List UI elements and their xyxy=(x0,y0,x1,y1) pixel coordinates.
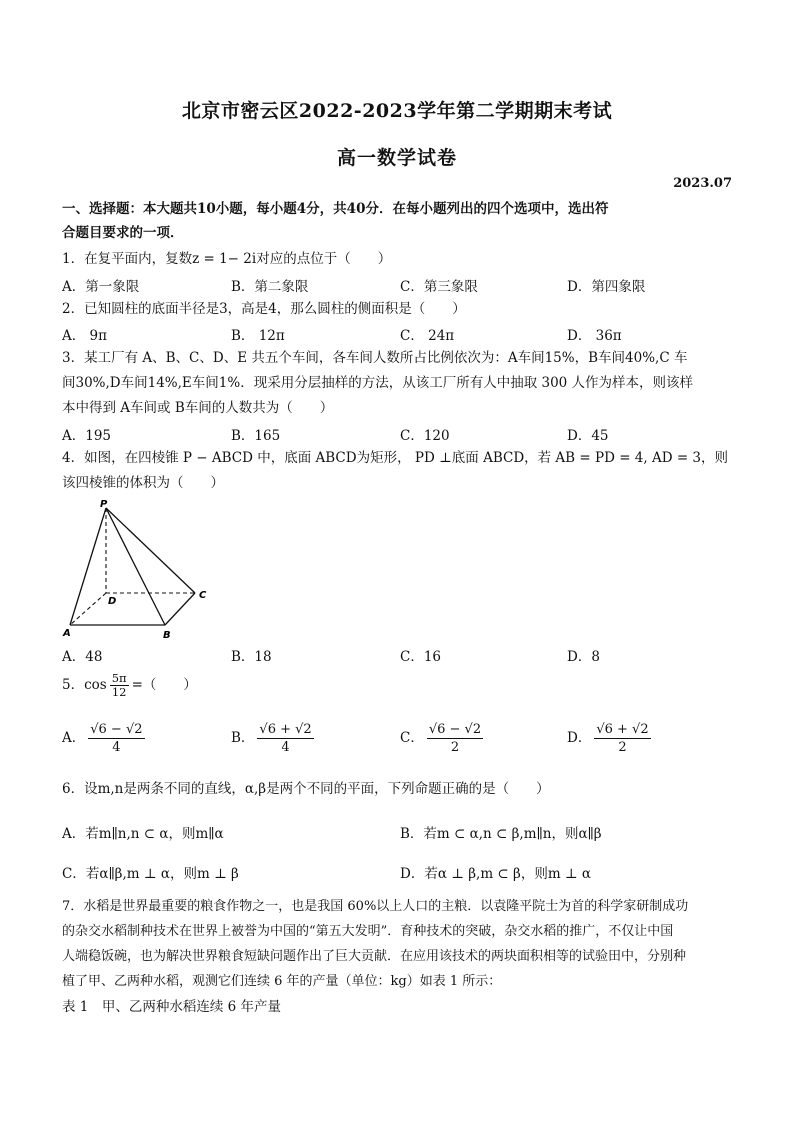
q1-option-b: B．第二象限 xyxy=(231,279,309,295)
q3-stem-line2: 间30%,D车间14%,E车间1%．现采用分层抽样的方法，从该工厂所有人中抽取 300 人作为样本，则该样 xyxy=(62,375,694,391)
label-a: A xyxy=(63,628,71,639)
q7-stem-line4: 植了甲、乙两种水稻，观测它们连续 6 年的产量（单位：kg）如表 1 所示： xyxy=(62,974,502,989)
q6-option-a: A．若m∥n,n ⊂ α，则m∥α xyxy=(62,826,224,842)
q2-stem: 2．已知圆柱的底面半径是3，高是4，那么圆柱的侧面积是（ ） xyxy=(62,301,466,317)
q5-option-a: A． $\frac{√6 - √2}{4}$ xyxy=(62,722,143,755)
q6-stem: 6．设m,n是两条不同的直线，α,β是两个不同的平面，下列命题正确的是（ ） xyxy=(62,781,550,797)
q7-table-caption: 表 1 甲、乙两种水稻连续 6 年产量 xyxy=(62,999,282,1015)
q4-stem-line1: 4．如图，在四棱锥 P − ABCD 中，底面 ABCD为矩形， PD ⊥底面 ABCD，若 AB = PD = 4, AD = 3，则 xyxy=(62,450,729,466)
q2-option-c: C． 24π xyxy=(400,328,455,344)
q3-option-a: A．195 xyxy=(62,428,112,444)
exam-date: 2023.07 xyxy=(673,176,732,191)
q3-stem-line3: 本中得到 A车间或 B车间的人数共为（ ） xyxy=(62,400,334,416)
q1-option-d: D．第四象限 xyxy=(567,279,646,295)
q5-fraction xyxy=(110,672,129,699)
q4-option-b: B．18 xyxy=(231,649,272,665)
q5-options xyxy=(62,718,734,758)
q6-option-c: C．若α∥β,m ⊥ α，则m ⊥ β xyxy=(62,866,239,882)
q5-suffix: =（ ） xyxy=(131,677,197,693)
q6-options-row2 xyxy=(62,862,734,880)
q6-options-row1 xyxy=(62,822,734,840)
label-b: B xyxy=(163,630,171,641)
q6-option-b: B．若m ⊂ α,n ⊂ β,m∥n，则α∥β xyxy=(400,826,602,842)
q5-option-b: B． $\frac{√6 + √2}{4}$ xyxy=(231,722,312,755)
edge-pb xyxy=(106,508,165,625)
q7-stem-line1: 7．水稻是世界最重要的粮食作物之一，也是我国 60%以上人口的主粮．以袁隆平院士为首的科学家研制成功 xyxy=(62,899,689,914)
q3-stem-line1: 3．某工厂有 A、B、C、D、E 共五个车间，各车间人数所占比例依次为：A车间15%，B车间40%,C 车 xyxy=(62,350,688,366)
q1-option-c: C．第三象限 xyxy=(400,279,478,295)
q3-option-c: C．120 xyxy=(400,428,450,444)
q5-stem xyxy=(62,667,734,703)
q4-option-d: D．8 xyxy=(567,649,600,665)
q2-option-b: B． 12π xyxy=(231,328,285,344)
q1-options xyxy=(62,275,734,293)
edge-pc xyxy=(106,508,195,593)
q2-option-a: A． 9π xyxy=(62,328,108,344)
section-header-line1: 一、选择题：本大题共10小题，每小题4分，共40分．在每小题列出的四个选项中，选出符 xyxy=(62,201,609,217)
q7-stem-line2: 的杂交水稻制种技术在世界上被誉为中国的“第五大发明”．育种技术的突破，杂交水稻的推广，不仅让中国 xyxy=(62,924,674,939)
label-c: C xyxy=(199,590,207,601)
q3-options xyxy=(62,424,734,442)
q1-stem: 1．在复平面内，复数z = 1− 2i对应的点位于（ ） xyxy=(62,251,392,267)
q5-frac-num: 5π xyxy=(111,671,127,685)
section-header-line2: 合题目要求的一项． xyxy=(62,225,184,241)
q3-option-b: B．165 xyxy=(231,428,281,444)
exam-subtitle: 高一数学试卷 xyxy=(336,147,457,169)
q2-options xyxy=(62,324,734,342)
q5-option-d: D． $\frac{√6 + √2}{2}$ xyxy=(567,722,649,755)
label-d: D xyxy=(108,596,117,607)
edge-bc xyxy=(165,593,195,625)
label-p: P xyxy=(100,499,108,510)
q5-prefix: 5．cos xyxy=(62,677,107,693)
q3-option-d: D．45 xyxy=(567,428,609,444)
q4-option-c: C．16 xyxy=(400,649,442,665)
q4-options xyxy=(62,645,734,663)
q2-option-d: D． 36π xyxy=(567,328,622,344)
q6-option-d: D．若α ⊥ β,m ⊂ β，则m ⊥ α xyxy=(400,866,592,882)
edge-pa xyxy=(70,508,106,625)
q5-frac-den: 12 xyxy=(111,685,127,699)
q1-option-a: A．第一象限 xyxy=(62,279,140,295)
q7-stem-line3: 人端稳饭碗，也为解决世界粮食短缺问题作出了巨大贡献．在应用该技术的两块面积相等的试验田中，分别种 xyxy=(62,949,687,964)
pyramid-figure xyxy=(62,498,222,643)
pyramid-diagram xyxy=(62,498,222,643)
q4-option-a: A．48 xyxy=(62,649,103,665)
q5-option-c: C． $\frac{√6 - √2}{2}$ xyxy=(400,722,482,755)
exam-title: 北京市密云区2022-2023学年第二学期期末考试 xyxy=(181,100,613,122)
q4-stem-line2: 该四棱锥的体积为（ ） xyxy=(62,475,224,491)
